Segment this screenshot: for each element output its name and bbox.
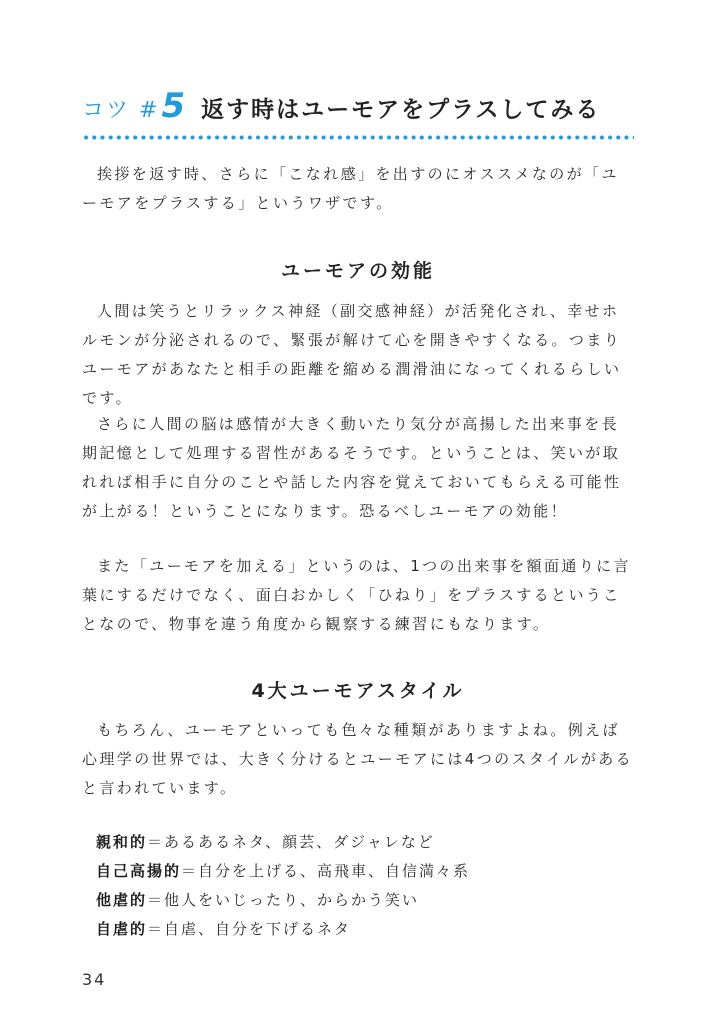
page-number: 34 bbox=[82, 970, 107, 989]
style-name: 自己高揚的 bbox=[96, 862, 182, 880]
style-description: ＝あるあるネタ、顔芸、ダジャレなど bbox=[147, 833, 435, 851]
style-name: 自虐的 bbox=[96, 920, 148, 938]
page-title: 返す時はユーモアをプラスしてみる bbox=[201, 97, 601, 123]
style-description: ＝自虐、自分を下げるネタ bbox=[147, 920, 352, 938]
body-paragraph: 人間は笑うとリラックス神経（副交感神経）が活発化され、幸せホルモンが分泌されるので、緊張が解けて心を開きやすくなる。つまりユーモアがあなたと相手の距離を縮める潤滑油になってくれるらしいです。 bbox=[82, 302, 622, 407]
list-item bbox=[96, 886, 616, 915]
body-paragraph: さらに人間の脳は感情が大きく動いたり気分が高揚した出来事を長期記憶として処理する習性があるそうです。ということは、笑いが取れれば相手に自分のことや話した内容を覚えておいてもらえる可能性が上がる！ということになります。恐るべしユーモアの効能！ bbox=[82, 415, 622, 520]
section-heading-effects: ユーモアの効能 bbox=[280, 260, 435, 282]
style-name: 他虐的 bbox=[96, 891, 148, 909]
section-heading-styles: 4大ユーモアスタイル bbox=[251, 680, 465, 702]
tip-label: コツ # bbox=[82, 98, 160, 123]
list-item bbox=[96, 857, 616, 886]
humor-style-list bbox=[96, 828, 616, 944]
tip-number: 5 bbox=[161, 86, 186, 126]
intro-paragraph: 挨拶を返す時、さらに「こなれ感」を出すのにオススメなのが「ユーモアをプラスする」というワザです。 bbox=[82, 165, 619, 212]
body-paragraph: もちろん、ユーモアといっても色々な種類がありますよね。例えば心理学の世界では、大きく分けるとユーモアには4つのスタイルがあると言われています。 bbox=[82, 721, 634, 797]
list-item bbox=[96, 828, 616, 857]
style-description: ＝他人をいじったり、からかう笑い bbox=[147, 891, 420, 909]
dotted-divider bbox=[82, 135, 634, 140]
style-name: 親和的 bbox=[96, 833, 148, 851]
body-paragraph: また「ユーモアを加える」というのは、1つの出来事を額面通りに言葉にするだけでなく、面白おかしく「ひねり」をプラスするということなので、物事を違う角度から観察する練習にもなります。 bbox=[82, 557, 631, 633]
list-item bbox=[96, 915, 616, 944]
section-header bbox=[82, 86, 634, 130]
style-description: ＝自分を上げる、高飛車、自信満々系 bbox=[181, 862, 471, 880]
